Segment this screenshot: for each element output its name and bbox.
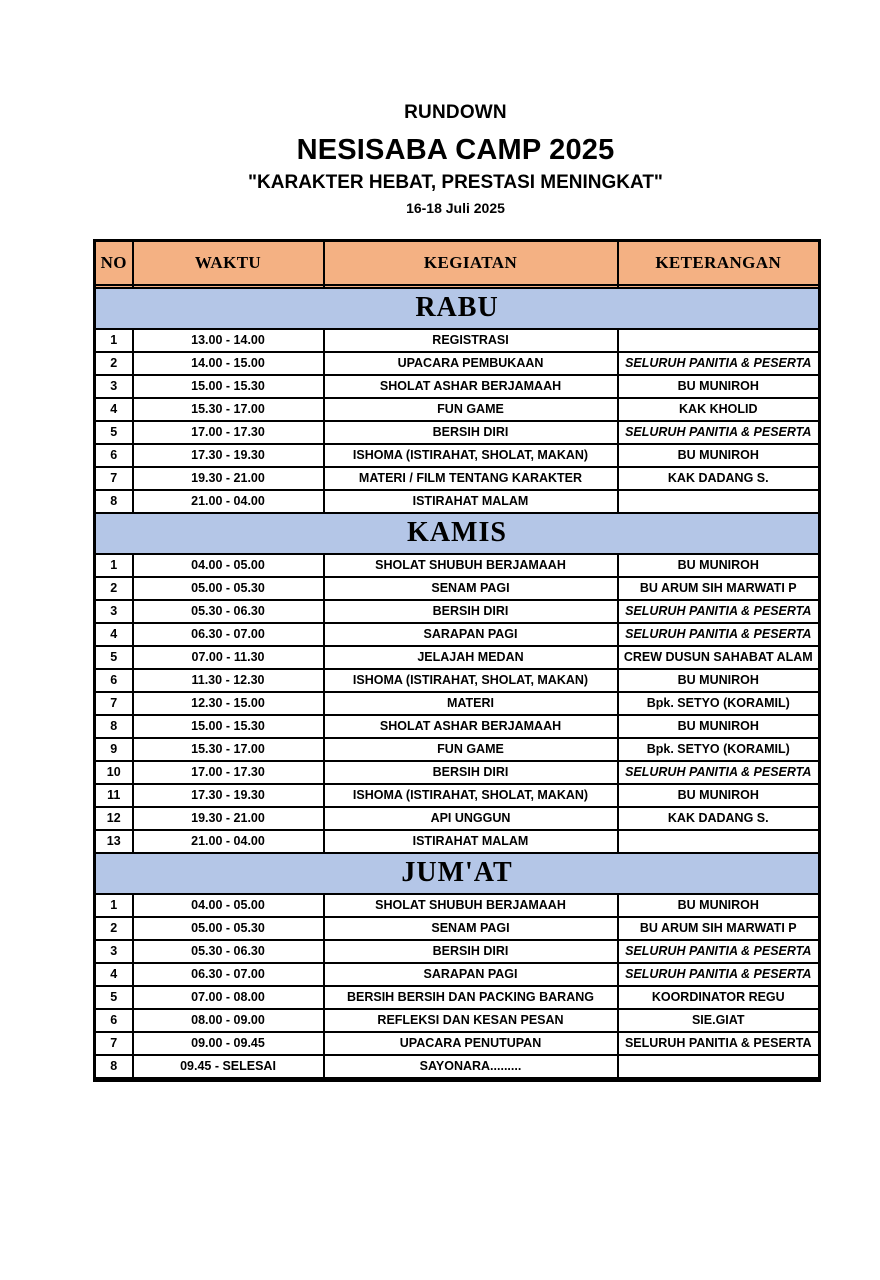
schedule-row-rabu-5 xyxy=(95,421,820,444)
kegiatan-cell: ISHOMA (ISTIRAHAT, SHOLAT, MAKAN) xyxy=(324,669,618,692)
no-cell: 3 xyxy=(95,600,133,623)
no-cell: 13 xyxy=(95,830,133,853)
kegiatan-cell: UPACARA PENUTUPAN xyxy=(324,1032,618,1055)
schedule-row-kamis-8 xyxy=(95,715,820,738)
keterangan-cell: KAK DADANG S. xyxy=(618,467,820,490)
waktu-cell: 09.45 - SELESAI xyxy=(133,1055,324,1078)
keterangan-cell: SELURUH PANITIA & PESERTA xyxy=(618,623,820,646)
schedule-row-rabu-4 xyxy=(95,398,820,421)
no-cell: 9 xyxy=(95,738,133,761)
keterangan-cell: BU MUNIROH xyxy=(618,784,820,807)
no-cell: 1 xyxy=(95,894,133,917)
schedule-row-jumat-3 xyxy=(95,940,820,963)
no-cell: 7 xyxy=(95,1032,133,1055)
title-event-name: NESISABA CAMP 2025 xyxy=(296,133,615,166)
day-label-kamis: KAMIS xyxy=(95,513,820,554)
kegiatan-cell: BERSIH DIRI xyxy=(324,940,618,963)
kegiatan-cell: REGISTRASI xyxy=(324,329,618,352)
keterangan-cell: SELURUH PANITIA & PESERTA xyxy=(618,1032,820,1055)
kegiatan-cell: MATERI / FILM TENTANG KARAKTER xyxy=(324,467,618,490)
waktu-cell: 07.00 - 08.00 xyxy=(133,986,324,1009)
keterangan-cell: SELURUH PANITIA & PESERTA xyxy=(618,421,820,444)
waktu-cell: 04.00 - 05.00 xyxy=(133,554,324,577)
kegiatan-cell: BERSIH DIRI xyxy=(324,421,618,444)
waktu-cell: 19.30 - 21.00 xyxy=(133,467,324,490)
day-label-rabu: RABU xyxy=(95,288,820,329)
column-header-keterangan: KETERANGAN xyxy=(618,241,820,285)
schedule-row-rabu-2 xyxy=(95,352,820,375)
keterangan-cell xyxy=(618,490,820,513)
table-bottom-divider-row xyxy=(95,1078,820,1081)
no-cell: 6 xyxy=(95,1009,133,1032)
waktu-cell: 09.00 - 09.45 xyxy=(133,1032,324,1055)
no-cell: 12 xyxy=(95,807,133,830)
schedule-row-rabu-6 xyxy=(95,444,820,467)
waktu-cell: 07.00 - 11.30 xyxy=(133,646,324,669)
keterangan-cell: BU MUNIROH xyxy=(618,894,820,917)
keterangan-cell: KOORDINATOR REGU xyxy=(618,986,820,1009)
rundown-table xyxy=(93,239,821,1082)
day-header-row-jumat xyxy=(95,853,820,894)
waktu-cell: 05.30 - 06.30 xyxy=(133,600,324,623)
keterangan-cell: BU MUNIROH xyxy=(618,669,820,692)
keterangan-cell: CREW DUSUN SAHABAT ALAM xyxy=(618,646,820,669)
day-header-row-rabu xyxy=(95,288,820,329)
no-cell: 5 xyxy=(95,646,133,669)
no-cell: 2 xyxy=(95,917,133,940)
no-cell: 2 xyxy=(95,352,133,375)
title-slogan: "KARAKTER HEBAT, PRESTASI MENINGKAT" xyxy=(248,171,663,193)
kegiatan-cell: SHOLAT SHUBUH BERJAMAAH xyxy=(324,554,618,577)
schedule-row-jumat-6 xyxy=(95,1009,820,1032)
keterangan-cell: BU ARUM SIH MARWATI P xyxy=(618,917,820,940)
no-cell: 3 xyxy=(95,375,133,398)
no-cell: 4 xyxy=(95,963,133,986)
kegiatan-cell: JELAJAH MEDAN xyxy=(324,646,618,669)
kegiatan-cell: SHOLAT ASHAR BERJAMAAH xyxy=(324,715,618,738)
no-cell: 5 xyxy=(95,986,133,1009)
kegiatan-cell: REFLEKSI DAN KESAN PESAN xyxy=(324,1009,618,1032)
kegiatan-cell: SARAPAN PAGI xyxy=(324,623,618,646)
kegiatan-cell: ISHOMA (ISTIRAHAT, SHOLAT, MAKAN) xyxy=(324,444,618,467)
no-cell: 6 xyxy=(95,444,133,467)
no-cell: 2 xyxy=(95,577,133,600)
keterangan-cell: SELURUH PANITIA & PESERTA xyxy=(618,940,820,963)
no-cell: 3 xyxy=(95,940,133,963)
schedule-row-kamis-5 xyxy=(95,646,820,669)
waktu-cell: 21.00 - 04.00 xyxy=(133,830,324,853)
schedule-row-kamis-4 xyxy=(95,623,820,646)
schedule-row-jumat-4 xyxy=(95,963,820,986)
kegiatan-cell: ISTIRAHAT MALAM xyxy=(324,490,618,513)
keterangan-cell xyxy=(618,329,820,352)
day-label-jumat: JUM'AT xyxy=(95,853,820,894)
waktu-cell: 17.00 - 17.30 xyxy=(133,421,324,444)
kegiatan-cell: SAYONARA......... xyxy=(324,1055,618,1078)
no-cell: 8 xyxy=(95,1055,133,1078)
schedule-row-jumat-2 xyxy=(95,917,820,940)
column-header-no: NO xyxy=(95,241,133,285)
waktu-cell: 15.00 - 15.30 xyxy=(133,715,324,738)
kegiatan-cell: SARAPAN PAGI xyxy=(324,963,618,986)
waktu-cell: 14.00 - 15.00 xyxy=(133,352,324,375)
keterangan-cell: KAK DADANG S. xyxy=(618,807,820,830)
keterangan-cell: Bpk. SETYO (KORAMIL) xyxy=(618,692,820,715)
keterangan-cell: BU ARUM SIH MARWATI P xyxy=(618,577,820,600)
waktu-cell: 15.30 - 17.00 xyxy=(133,738,324,761)
kegiatan-cell: API UNGGUN xyxy=(324,807,618,830)
keterangan-cell: BU MUNIROH xyxy=(618,554,820,577)
waktu-cell: 21.00 - 04.00 xyxy=(133,490,324,513)
waktu-cell: 12.30 - 15.00 xyxy=(133,692,324,715)
waktu-cell: 17.30 - 19.30 xyxy=(133,784,324,807)
keterangan-cell: KAK KHOLID xyxy=(618,398,820,421)
document-header xyxy=(93,103,818,216)
no-cell: 8 xyxy=(95,490,133,513)
waktu-cell: 06.30 - 07.00 xyxy=(133,623,324,646)
kegiatan-cell: UPACARA PEMBUKAAN xyxy=(324,352,618,375)
title-rundown: RUNDOWN xyxy=(404,102,507,123)
schedule-row-kamis-9 xyxy=(95,738,820,761)
schedule-row-rabu-1 xyxy=(95,329,820,352)
keterangan-cell: SELURUH PANITIA & PESERTA xyxy=(618,600,820,623)
schedule-row-rabu-3 xyxy=(95,375,820,398)
no-cell: 4 xyxy=(95,398,133,421)
schedule-row-kamis-13 xyxy=(95,830,820,853)
schedule-row-kamis-6 xyxy=(95,669,820,692)
schedule-row-kamis-10 xyxy=(95,761,820,784)
waktu-cell: 17.00 - 17.30 xyxy=(133,761,324,784)
schedule-row-jumat-8 xyxy=(95,1055,820,1078)
kegiatan-cell: SHOLAT ASHAR BERJAMAAH xyxy=(324,375,618,398)
keterangan-cell: SELURUH PANITIA & PESERTA xyxy=(618,963,820,986)
title-date: 16-18 Juli 2025 xyxy=(406,199,505,216)
kegiatan-cell: SENAM PAGI xyxy=(324,577,618,600)
waktu-cell: 11.30 - 12.30 xyxy=(133,669,324,692)
no-cell: 1 xyxy=(95,554,133,577)
schedule-row-kamis-2 xyxy=(95,577,820,600)
kegiatan-cell: SENAM PAGI xyxy=(324,917,618,940)
schedule-row-rabu-7 xyxy=(95,467,820,490)
keterangan-cell: SIE.GIAT xyxy=(618,1009,820,1032)
column-header-waktu: WAKTU xyxy=(133,241,324,285)
waktu-cell: 15.00 - 15.30 xyxy=(133,375,324,398)
no-cell: 10 xyxy=(95,761,133,784)
waktu-cell: 19.30 - 21.00 xyxy=(133,807,324,830)
kegiatan-cell: SHOLAT SHUBUH BERJAMAAH xyxy=(324,894,618,917)
schedule-row-jumat-1 xyxy=(95,894,820,917)
keterangan-cell xyxy=(618,830,820,853)
column-header-kegiatan: KEGIATAN xyxy=(324,241,618,285)
schedule-row-kamis-12 xyxy=(95,807,820,830)
waktu-cell: 05.00 - 05.30 xyxy=(133,917,324,940)
waktu-cell: 05.00 - 05.30 xyxy=(133,577,324,600)
keterangan-cell: BU MUNIROH xyxy=(618,375,820,398)
kegiatan-cell: BERSIH DIRI xyxy=(324,761,618,784)
no-cell: 1 xyxy=(95,329,133,352)
waktu-cell: 06.30 - 07.00 xyxy=(133,963,324,986)
no-cell: 6 xyxy=(95,669,133,692)
keterangan-cell: SELURUH PANITIA & PESERTA xyxy=(618,352,820,375)
waktu-cell: 17.30 - 19.30 xyxy=(133,444,324,467)
column-header-row xyxy=(95,241,820,285)
no-cell: 5 xyxy=(95,421,133,444)
day-header-row-kamis xyxy=(95,513,820,554)
no-cell: 4 xyxy=(95,623,133,646)
schedule-row-jumat-7 xyxy=(95,1032,820,1055)
schedule-row-kamis-1 xyxy=(95,554,820,577)
no-cell: 7 xyxy=(95,692,133,715)
waktu-cell: 15.30 - 17.00 xyxy=(133,398,324,421)
kegiatan-cell: BERSIH DIRI xyxy=(324,600,618,623)
waktu-cell: 04.00 - 05.00 xyxy=(133,894,324,917)
keterangan-cell: BU MUNIROH xyxy=(618,444,820,467)
divider-cell xyxy=(95,1078,820,1081)
waktu-cell: 05.30 - 06.30 xyxy=(133,940,324,963)
kegiatan-cell: MATERI xyxy=(324,692,618,715)
no-cell: 8 xyxy=(95,715,133,738)
no-cell: 11 xyxy=(95,784,133,807)
kegiatan-cell: ISTIRAHAT MALAM xyxy=(324,830,618,853)
schedule-row-rabu-8 xyxy=(95,490,820,513)
no-cell: 7 xyxy=(95,467,133,490)
waktu-cell: 08.00 - 09.00 xyxy=(133,1009,324,1032)
kegiatan-cell: FUN GAME xyxy=(324,398,618,421)
waktu-cell: 13.00 - 14.00 xyxy=(133,329,324,352)
schedule-row-jumat-5 xyxy=(95,986,820,1009)
schedule-row-kamis-7 xyxy=(95,692,820,715)
kegiatan-cell: FUN GAME xyxy=(324,738,618,761)
keterangan-cell: SELURUH PANITIA & PESERTA xyxy=(618,761,820,784)
kegiatan-cell: ISHOMA (ISTIRAHAT, SHOLAT, MAKAN) xyxy=(324,784,618,807)
keterangan-cell: Bpk. SETYO (KORAMIL) xyxy=(618,738,820,761)
keterangan-cell xyxy=(618,1055,820,1078)
schedule-row-kamis-11 xyxy=(95,784,820,807)
schedule-row-kamis-3 xyxy=(95,600,820,623)
keterangan-cell: BU MUNIROH xyxy=(618,715,820,738)
kegiatan-cell: BERSIH BERSIH DAN PACKING BARANG xyxy=(324,986,618,1009)
